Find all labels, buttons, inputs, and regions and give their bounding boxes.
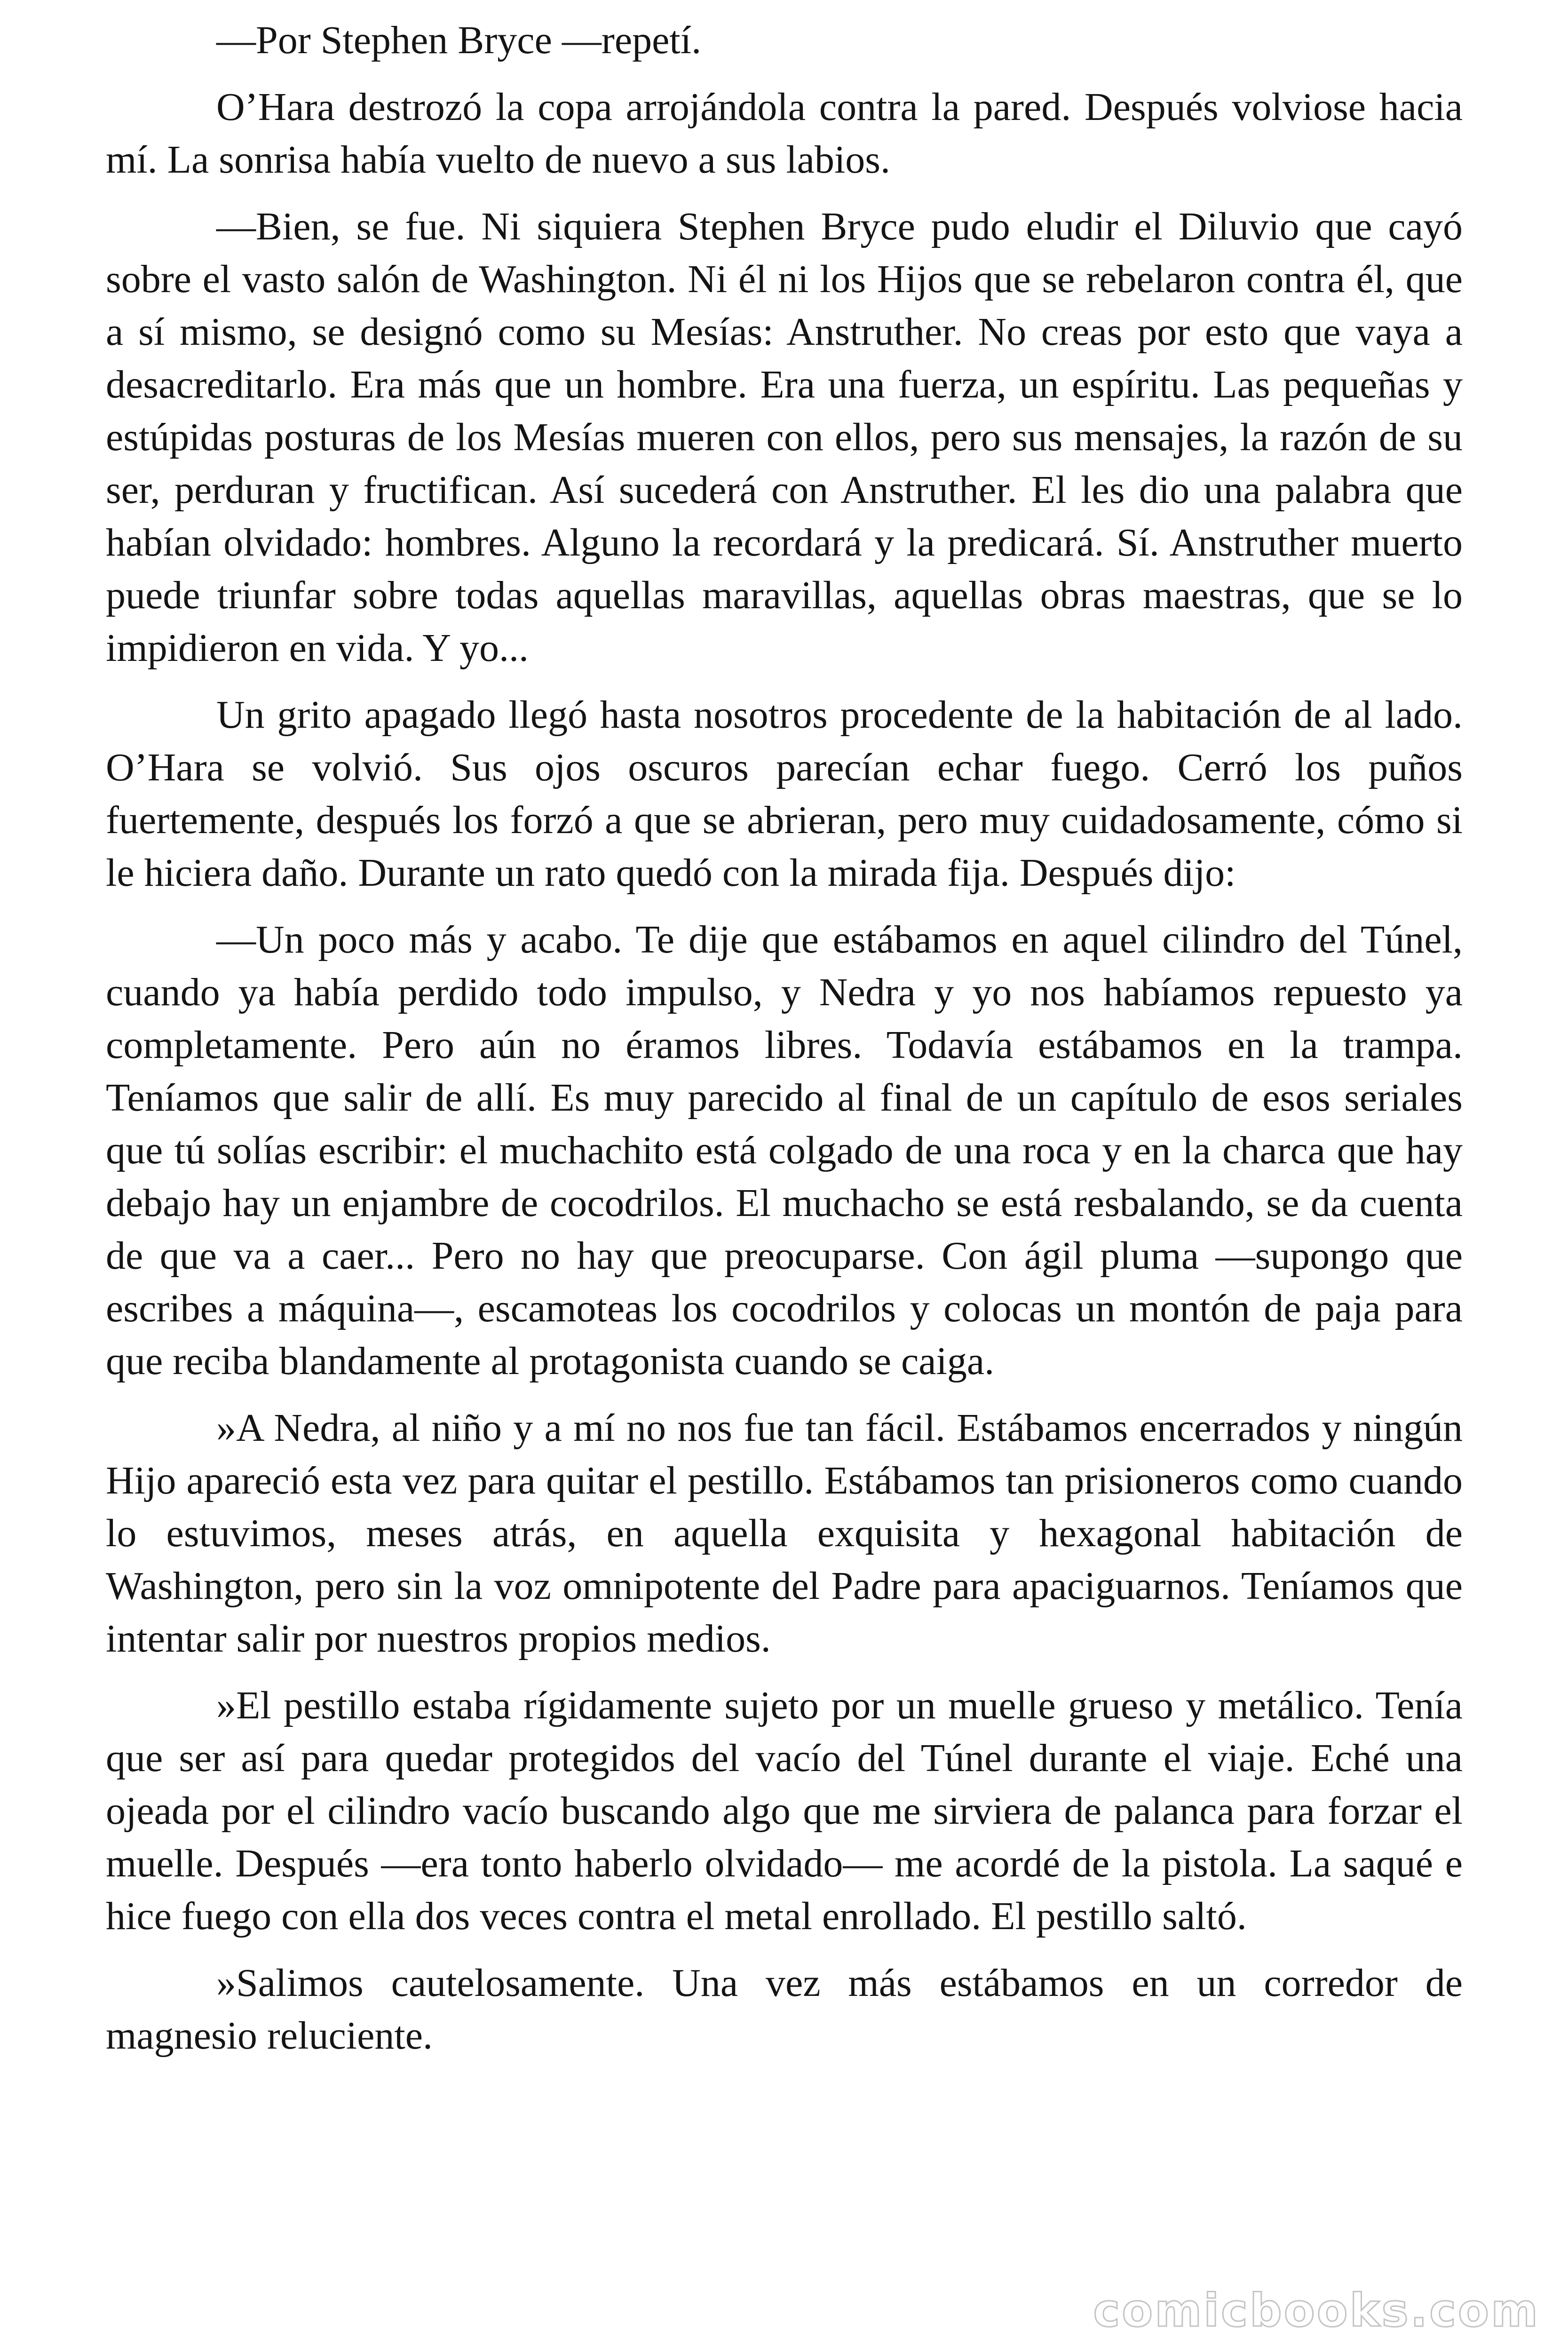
paragraph-4: Un grito apagado llegó hasta nosotros procedente de la habitación de al lado. O’Hara se volvió. Sus ojos oscuros parecían echar fuego. Cerró los puños fuertemente, después los forzó a que se abrieran, pero muy cuidadosamente, cómo si le hiciera daño. Durante un rato quedó con la mirada fija. Después dijo:	[106, 693, 1463, 895]
paragraph-2: O’Hara destrozó la copa arrojándola contra la pared. Después volviose hacia mí. La sonrisa había vuelto de nuevo a sus labios.	[106, 85, 1463, 182]
paragraph-8: »Salimos cautelosamente. Una vez más estábamos en un corredor de magnesio reluciente.	[106, 1961, 1463, 2058]
paragraph-1: —Por Stephen Bryce —repetí.	[216, 18, 702, 62]
page-body	[106, 14, 1463, 2076]
paragraph-3: —Bien, se fue. Ni siquiera Stephen Bryce pudo eludir el Diluvio que cayó sobre el vasto salón de Washington. Ni él ni los Hijos que se rebelaron contra él, que a sí mismo, se designó como su Mesías: Anstruther. No creas por esto que vaya a desacreditarlo. Era más que un hombre. Era una fuerza, un espíritu. Las pequeñas y estúpidas posturas de los Mesías mueren con ellos, pero sus mensajes, la razón de su ser, perduran y fructifican. Así sucederá con Anstruther. El les dio una palabra que habían olvidado: hombres. Alguno la recordará y la predicará. Sí. Anstruther muerto puede triunfar sobre todas aquellas maravillas, aquellas obras maestras, que se lo impidieron en vida. Y yo...	[106, 205, 1463, 670]
paragraph-5: —Un poco más y acabo. Te dije que estábamos en aquel cilindro del Túnel, cuando ya había perdido todo impulso, y Nedra y yo nos habíamos repuesto ya completamente. Pero aún no éramos libres. Todavía estábamos en la trampa. Teníamos que salir de allí. Es muy parecido al final de un capítulo de esos seriales que tú solías escribir: el muchachito está colgado de una roca y en la charca que hay debajo hay un enjambre de cocodrilos. El muchacho se está resbalando, se da cuenta de que va a caer... Pero no hay que preocuparse. Con ágil pluma —supongo que escribes a máquina—, escamoteas los cocodrilos y colocas un montón de paja para que reciba blandamente al protagonista cuando se caiga.	[106, 918, 1463, 1383]
paragraph-7: »El pestillo estaba rígidamente sujeto por un muelle grueso y metálico. Tenía que ser así para quedar protegidos del vacío del Túnel durante el viaje. Eché una ojeada por el cilindro vacío buscando algo que me sirviera de palanca para forzar el muelle. Después —era tonto haberlo olvidado— me acordé de la pistola. La saqué e hice fuego con ella dos veces contra el metal enrollado. El pestillo saltó.	[106, 1684, 1463, 1938]
paragraph-6: »A Nedra, al niño y a mí no nos fue tan fácil. Estábamos encerrados y ningún Hijo apareció esta vez para quitar el pestillo. Estábamos tan prisioneros como cuando lo estuvimos, meses atrás, en aquella exquisita y hexagonal habitación de Washington, pero sin la voz omnipotente del Padre para apaciguarnos. Teníamos que intentar salir por nuestros propios medios.	[106, 1406, 1463, 1661]
watermark: comicbooks.com	[1093, 2284, 1540, 2337]
